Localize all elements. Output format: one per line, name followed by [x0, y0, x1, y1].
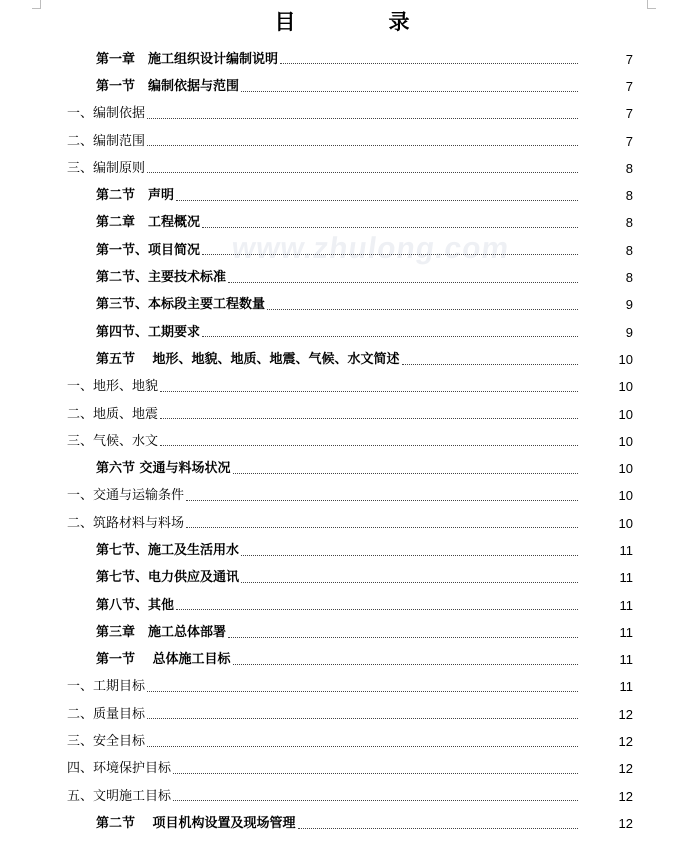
toc-entry[interactable]: [0, 537, 684, 564]
toc-entry-text: 五、文明施工目标: [67, 788, 172, 804]
toc-entry-text: 第二节 项目机构设置及现场管理: [96, 815, 296, 831]
toc-entry[interactable]: [0, 810, 684, 837]
toc-page-number: 10: [618, 351, 633, 367]
toc-dot-leader: [147, 691, 578, 692]
toc-page-number: 11: [619, 542, 633, 558]
toc-entry-text: 三、编制原则: [67, 160, 146, 176]
toc-entry-text: 第一章 施工组织设计编制说明: [96, 51, 279, 67]
toc-entry-text: 二、地质、地震: [67, 406, 159, 422]
toc-page-number: 7: [625, 106, 633, 122]
toc-dot-leader: [280, 63, 578, 64]
toc-page-number: 12: [618, 788, 633, 804]
toc-dot-leader: [173, 773, 578, 774]
toc-entry-text: 一、工期目标: [67, 679, 146, 695]
toc-entry[interactable]: [0, 728, 684, 755]
toc-page-number: 11: [619, 679, 633, 695]
toc-entry[interactable]: [0, 182, 684, 209]
toc-entry[interactable]: [0, 101, 684, 128]
toc-dot-leader: [228, 282, 578, 283]
toc-entry-text: 第三节、本标段主要工程数量: [96, 297, 266, 313]
toc-page-number: 9: [625, 324, 633, 340]
toc-entry[interactable]: [0, 128, 684, 155]
toc-entry[interactable]: [0, 73, 684, 100]
table-of-contents: [0, 46, 684, 838]
toc-page-number: 11: [619, 624, 633, 640]
toc-entry[interactable]: [0, 401, 684, 428]
toc-entry[interactable]: [0, 701, 684, 728]
toc-entry[interactable]: [0, 155, 684, 182]
toc-page-number: 8: [625, 188, 633, 204]
toc-title: 目 录: [274, 9, 446, 34]
toc-page-number: 12: [618, 761, 633, 777]
toc-entry-text: 二、质量目标: [67, 706, 146, 722]
toc-entry[interactable]: [0, 674, 684, 701]
toc-entry[interactable]: [0, 455, 684, 482]
toc-entry[interactable]: [0, 46, 684, 73]
toc-dot-leader: [241, 582, 578, 583]
toc-dot-leader: [202, 227, 578, 228]
toc-entry-text: 第四节、工期要求: [96, 324, 201, 340]
toc-entry-text: 第二章 工程概况: [96, 215, 201, 231]
toc-entry[interactable]: [0, 483, 684, 510]
toc-entry-text: 三、气候、水文: [67, 433, 159, 449]
toc-page-number: 7: [625, 51, 633, 67]
toc-page-number: 8: [625, 160, 633, 176]
toc-entry-text: 第五节 地形、地貌、地质、地震、气候、水文简述: [96, 351, 400, 367]
toc-page-number: 7: [625, 133, 633, 149]
toc-page-number: 8: [625, 215, 633, 231]
toc-dot-leader: [241, 555, 578, 556]
toc-dot-leader: [267, 309, 578, 310]
toc-entry-text: 一、交通与运输条件: [67, 488, 185, 504]
toc-entry[interactable]: [0, 619, 684, 646]
toc-entry-text: 二、筑路材料与料场: [67, 515, 185, 531]
toc-dot-leader: [147, 145, 578, 146]
toc-page-number: 8: [625, 270, 633, 286]
toc-entry[interactable]: [0, 346, 684, 373]
toc-entry[interactable]: [0, 428, 684, 455]
toc-entry-text: 第三章 施工总体部署: [96, 624, 227, 640]
toc-entry[interactable]: [0, 592, 684, 619]
toc-entry-text: 第二节 声明: [96, 188, 175, 204]
toc-entry[interactable]: [0, 210, 684, 237]
toc-entry-text: 四、环境保护目标: [67, 761, 172, 777]
watermark: www.zhulong.com: [229, 232, 512, 265]
toc-entry-text: 三、安全目标: [67, 734, 146, 750]
toc-entry-text: 第一节 编制依据与范围: [96, 78, 240, 94]
toc-dot-leader: [202, 336, 578, 337]
toc-entry[interactable]: [0, 783, 684, 810]
toc-page-number: 11: [619, 570, 633, 586]
toc-dot-leader: [176, 609, 578, 610]
toc-page-number: 12: [618, 815, 633, 831]
toc-page-number: 10: [618, 461, 633, 477]
toc-entry[interactable]: [0, 647, 684, 674]
toc-dot-leader: [176, 200, 578, 201]
toc-dot-leader: [241, 91, 578, 92]
toc-entry[interactable]: [0, 374, 684, 401]
toc-entry-text: 第一节、项目简况: [96, 242, 201, 258]
toc-dot-leader: [233, 664, 578, 665]
toc-dot-leader: [160, 418, 578, 419]
toc-dot-leader: [402, 364, 578, 365]
toc-dot-leader: [298, 828, 578, 829]
toc-entry-text: 一、编制依据: [67, 106, 146, 122]
toc-entry[interactable]: [0, 237, 684, 264]
toc-dot-leader: [160, 445, 578, 446]
toc-entry[interactable]: [0, 510, 684, 537]
toc-dot-leader: [147, 746, 578, 747]
toc-entry[interactable]: [0, 292, 684, 319]
toc-entry-text: 第七节、施工及生活用水: [96, 542, 240, 558]
toc-dot-leader: [147, 718, 578, 719]
toc-entry-text: 一、地形、地貌: [67, 379, 159, 395]
toc-entry[interactable]: [0, 565, 684, 592]
toc-page-number: 10: [618, 406, 633, 422]
toc-entry-text: 第一节 总体施工目标: [96, 652, 231, 668]
toc-page-number: 10: [618, 488, 633, 504]
toc-entry[interactable]: [0, 756, 684, 783]
toc-dot-leader: [160, 391, 578, 392]
toc-page-number: 8: [625, 242, 633, 258]
toc-dot-leader: [228, 637, 578, 638]
toc-dot-leader: [147, 172, 578, 173]
toc-page-number: 10: [618, 515, 633, 531]
toc-entry-text: 二、编制范围: [67, 133, 146, 149]
toc-page-number: 9: [625, 297, 633, 313]
toc-entry-text: 第六节 交通与料场状况: [96, 461, 231, 477]
toc-page-number: 11: [619, 597, 633, 613]
toc-entry-text: 第八节、其他: [96, 597, 175, 613]
toc-dot-leader: [202, 254, 578, 255]
toc-dot-leader: [186, 500, 578, 501]
toc-entry-text: 第七节、电力供应及通讯: [96, 570, 240, 586]
toc-page-number: 10: [618, 433, 633, 449]
toc-page-number: 12: [618, 734, 633, 750]
toc-page-number: 11: [619, 652, 633, 668]
toc-dot-leader: [233, 473, 578, 474]
toc-dot-leader: [147, 118, 578, 119]
toc-entry[interactable]: [0, 319, 684, 346]
toc-dot-leader: [173, 800, 578, 801]
toc-page-number: 7: [625, 78, 633, 94]
toc-entry-text: 第二节、主要技术标准: [96, 270, 227, 286]
toc-entry[interactable]: [0, 264, 684, 291]
toc-dot-leader: [186, 527, 578, 528]
toc-page-number: 12: [618, 706, 633, 722]
toc-page-number: 10: [618, 379, 633, 395]
